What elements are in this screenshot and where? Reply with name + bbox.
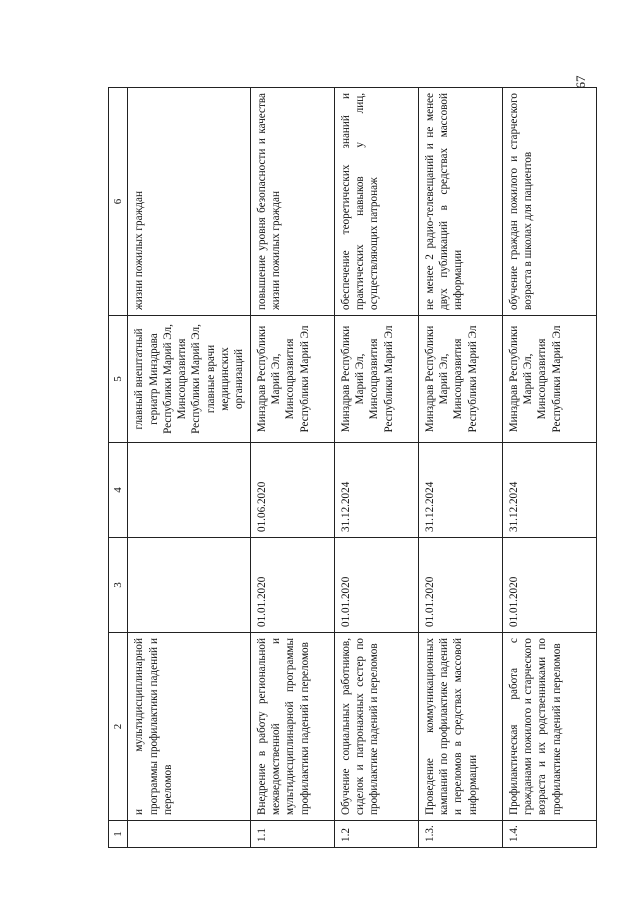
start-date-cell: 01.01.2020	[502, 538, 596, 633]
page-number: 67	[573, 75, 588, 89]
col-header-3: 3	[109, 538, 128, 633]
responsible-cell: Минздрав Республики Марий Эл, Минсоцразвития Республики Марий Эл	[418, 316, 502, 443]
col-header-5: 5	[109, 316, 128, 443]
start-date-cell: 01.01.2020	[334, 538, 418, 633]
start-date-cell: 01.01.2020	[250, 538, 334, 633]
row-number: 1.1	[250, 821, 334, 848]
table-row	[418, 88, 502, 848]
responsible-cell: Минздрав Республики Марий Эл, Минсоцразвития Республики Марий Эл	[334, 316, 418, 443]
row-number: 1.4.	[502, 821, 596, 848]
activity-cell: Обучение социальных работников, сиделок и патронажных сестер по профилактике падений и переломов	[334, 633, 418, 821]
end-date-cell: 31.12.2024	[334, 443, 418, 538]
result-cell: повышение уровня безопасности и качества жизни пожилых граждан	[250, 88, 334, 316]
result-cell: обучение граждан пожилого и старческого возраста в школах для пациентов	[502, 88, 596, 316]
table-row	[502, 88, 596, 848]
responsible-cell: главный внештатный гериатр Минздрава Республики Марий Эл, Минсоцразвития Республики Марий Эл, главные врачи медицинских организаций	[128, 316, 250, 443]
responsible-cell: Минздрав Республики Марий Эл, Минсоцразвития Республики Марий Эл	[250, 316, 334, 443]
end-date-cell	[128, 443, 250, 538]
col-header-1: 1	[109, 821, 128, 848]
rotated-table-wrapper	[108, 88, 563, 848]
start-date-cell: 01.01.2020	[418, 538, 502, 633]
activity-cell: Профилактическая работа с гражданами пожилого и старческого возраста и их родственниками по профилактике падений и переломов	[502, 633, 596, 821]
activity-cell: и мультидисциплинарной программы профилактики падений и переломов	[128, 633, 250, 821]
col-header-6: 6	[109, 88, 128, 316]
end-date-cell: 31.12.2024	[418, 443, 502, 538]
row-number	[128, 821, 250, 848]
table-row	[128, 88, 250, 848]
responsible-cell: Минздрав Республики Марий Эл, Минсоцразвития Республики Марий Эл	[502, 316, 596, 443]
header-row	[109, 88, 128, 848]
col-header-2: 2	[109, 633, 128, 821]
table-row	[334, 88, 418, 848]
table-row	[250, 88, 334, 848]
activity-cell: Проведение коммуникационных кампаний по профилактике падений и переломов в средствах массовой информации	[418, 633, 502, 821]
result-cell: жизни пожилых граждан	[128, 88, 250, 316]
row-number: 1.3.	[418, 821, 502, 848]
end-date-cell: 01.06.2020	[250, 443, 334, 538]
result-cell: обеспечение теоретических знаний и практических навыков у лиц, осуществляющих патронаж	[334, 88, 418, 316]
start-date-cell	[128, 538, 250, 633]
row-number: 1.2	[334, 821, 418, 848]
activity-cell: Внедрение в работу региональной межведомственной и мультидисциплинарной программы профилактики падений и переломов	[250, 633, 334, 821]
activities-table	[108, 87, 597, 848]
result-cell: не менее 2 радио-телевещаний и не менее двух публикаций в средствах массовой информации	[418, 88, 502, 316]
end-date-cell: 31.12.2024	[502, 443, 596, 538]
col-header-4: 4	[109, 443, 128, 538]
